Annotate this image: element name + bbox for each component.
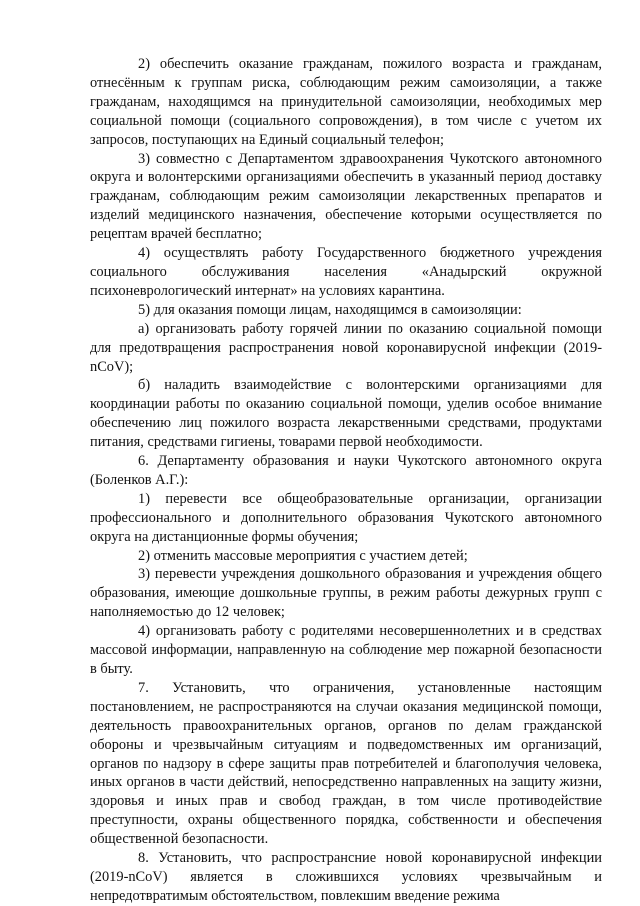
paragraph-6-3-duty-groups: 3) перевести учреждения дошкольного образования и учреждения общего образования, имеющие дошкольные группы, в режим работы дежурных групп с наполняемостью до 12 человек; [90, 566, 602, 621]
document-page [90, 55, 602, 906]
paragraph-5a-hotline: а) организовать работу горячей линии по оказанию социальной помощи для предотвращения распространения новой коронавирусной инфекции (2019-nCoV); [90, 320, 602, 375]
paragraph-4-quarantine-internat: 4) осуществлять работу Государственного бюджетного учреждения социального обслуживания населения «Анадырский окружной психоневрологический интернат» на условиях карантина. [90, 245, 602, 299]
paragraph-6-education-department: 6. Департаменту образования и науки Чукотского автономного округа (Боленков А.Г.): [90, 453, 602, 488]
paragraph-2-social-assistance: 2) обеспечить оказание гражданам, пожилого возраста и гражданам, отнесённым к группам риска, соблюдающим режим самоизоляции, а также гражданам, находящимся на принудительной самоизоляции, необходимых мер социальной помощи (социального сопровождения), в том числе с учетом их запросов, поступающих на Единый социальный телефон; [90, 56, 602, 148]
paragraph-6-1-distance-learning: 1) перевести все общеобразовательные организации, организации профессионального и дополнительного образования Чукотского автономного округа на дистанционные формы обучения; [90, 490, 602, 545]
paragraph-3-medicine-delivery: 3) совместно с Департаментом здравоохранения Чукотского автономного округа и волонтерскими организациями обеспечить в указанный период доставку гражданам, соблюдающим режим самоизоляции лекарственных препаратов и изделий медицинского назначения, обеспечение которыми осуществляется по рецептам врачей бесплатно; [90, 150, 602, 243]
paragraph-6-2-cancel-events: 2) отменить массовые мероприятия с участием детей; [138, 547, 468, 564]
paragraph-6-4-fire-safety: 4) организовать работу с родителями несовершеннолетних и в средствах массовой информации, направленную на соблюдение мер пожарной безопасности в быту. [90, 623, 602, 677]
paragraph-5b-volunteers: б) наладить взаимодействие с волонтерскими организациями для координации работы по оказанию социальной помощи, уделив особое внимание обеспечению лиц пожилого возраста лекарственными средствами, продуктами питания, средствами гигиены, товарами первой необходимости. [90, 377, 602, 451]
paragraph-7-exceptions: 7. Установить, что ограничения, установленные настоящим постановлением, не распространяются на случаи оказания медицинской помощи, деятельность правоохранительных органов, органов по делам гражданской обороны и чрезвычайным ситуациям и подведомственных им организаций, органов по надзору в сфере защиты прав потребителей и благополучия человека, иных органов в части действий, непосредственно направленных на защиту жизни, здоровья и иных прав и свобод граждан, в том числе противодействие преступности, охраны общественного порядка, собственности и обеспечения общественной безопасности. [90, 679, 602, 848]
paragraph-5-self-isolation-help: 5) для оказания помощи лицам, находящимся в самоизоляции: [138, 301, 522, 318]
paragraph-8-force-majeure: 8. Установить, что распространсние новой коронавирусной инфекции (2019-nCoV) является в сложившихся условиях чрезвычайным и непредотвратимым обстоятельством, повлекшим введение режима [90, 850, 602, 904]
